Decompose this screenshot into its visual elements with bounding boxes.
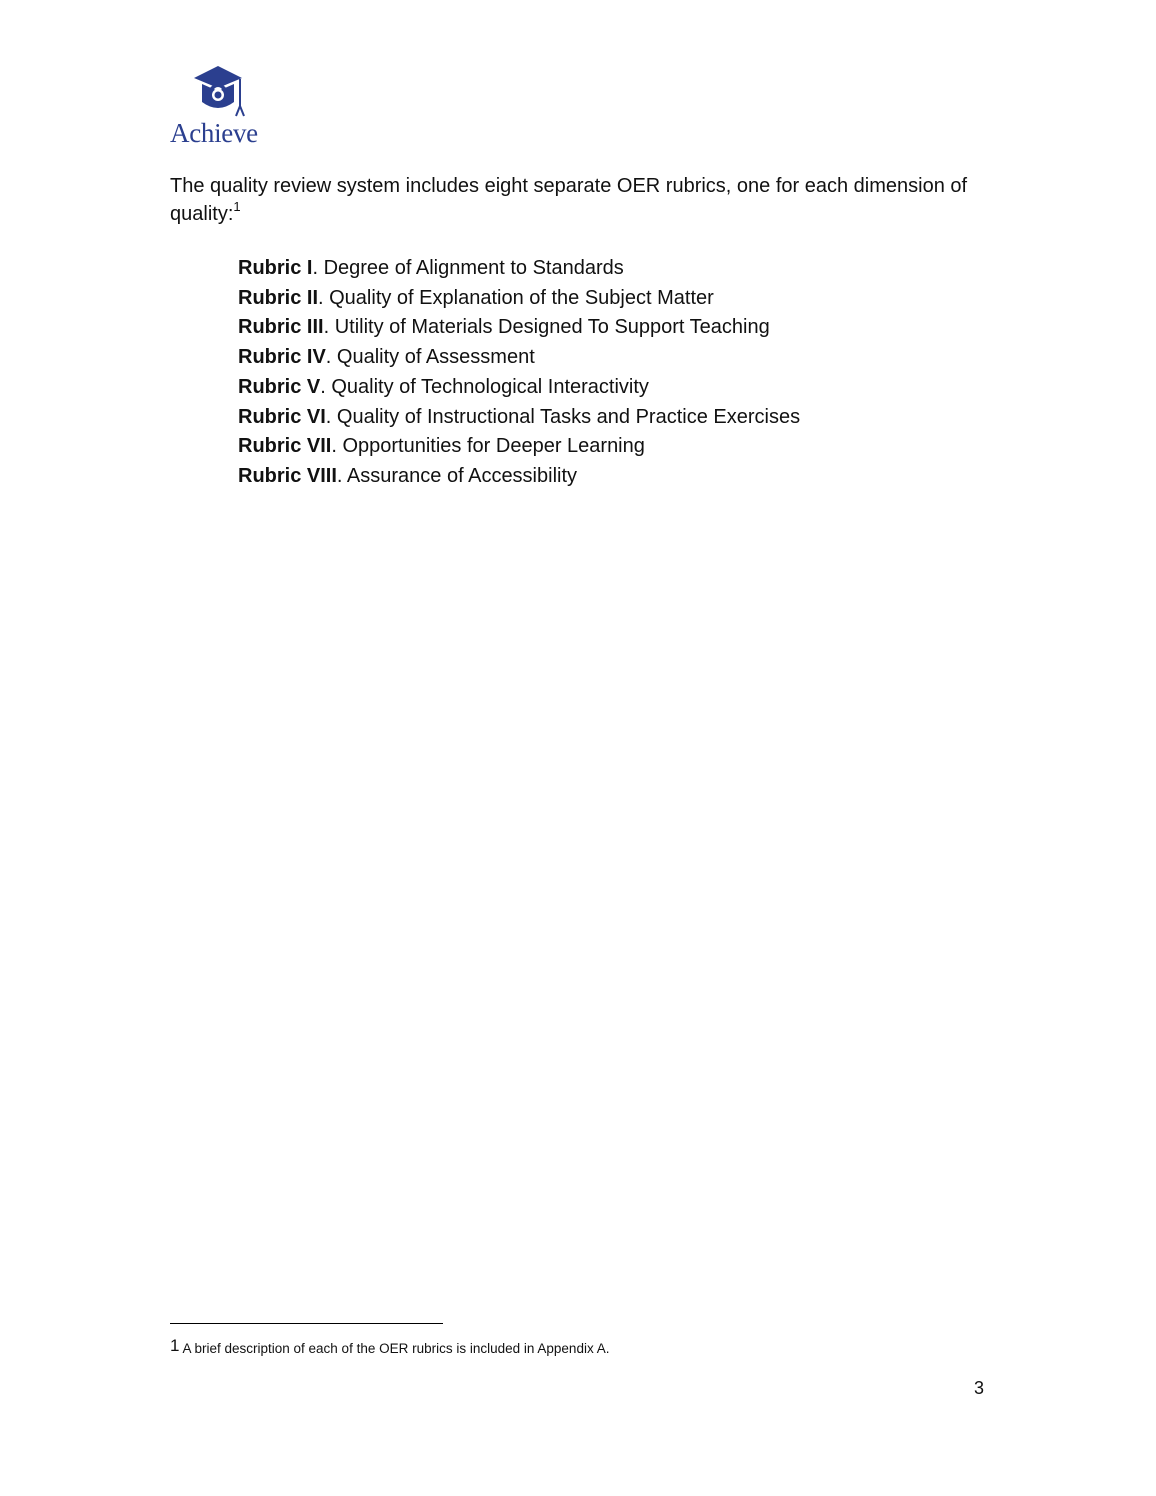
rubric-item: [238, 343, 800, 373]
intro-text: The quality review system includes eight separate OER rubrics, one for each dimension of quality:: [170, 175, 968, 225]
rubric-title: . Opportunities for Deeper Learning: [331, 435, 645, 458]
rubric-list: [238, 254, 800, 492]
rubric-item: [238, 254, 800, 284]
footnote-text: A brief description of each of the OER rubrics is included in Appendix A.: [182, 1341, 610, 1356]
rubric-item: [238, 462, 800, 492]
footnote-ref[interactable]: 1: [233, 199, 241, 215]
rubric-title: . Quality of Instructional Tasks and Practice Exercises: [325, 405, 801, 428]
rubric-item: [238, 403, 800, 433]
rubric-label: Rubric VIII: [238, 464, 337, 487]
page-number: 3: [974, 1378, 985, 1398]
graduation-cap-sun-icon: [190, 64, 248, 120]
rubric-item: [238, 284, 800, 314]
rubric-item: [238, 313, 800, 343]
rubric-title: . Utility of Materials Designed To Support Teaching: [323, 316, 770, 339]
footnote-separator: [170, 1323, 443, 1324]
rubric-title: . Quality of Technological Interactivity: [320, 375, 649, 398]
rubric-label: Rubric II: [238, 286, 319, 309]
footnote: [170, 1338, 609, 1359]
rubric-title: . Quality of Assessment: [325, 346, 535, 369]
intro-paragraph: [170, 172, 990, 228]
rubric-label: Rubric III: [238, 316, 324, 339]
rubric-label: Rubric VI: [238, 405, 326, 428]
rubric-item: [238, 373, 800, 403]
rubric-label: Rubric V: [238, 375, 321, 398]
rubric-label: Rubric IV: [238, 346, 326, 369]
logo-wordmark: Achieve: [170, 118, 258, 148]
rubric-title: . Degree of Alignment to Standards: [312, 257, 624, 279]
rubric-title: . Assurance of Accessibility: [336, 464, 578, 487]
achieve-logo: [168, 64, 268, 154]
rubric-item: [238, 432, 800, 462]
rubric-label: Rubric I: [238, 257, 313, 279]
rubric-label: Rubric VII: [238, 435, 332, 458]
footnote-number: 1: [170, 1336, 180, 1355]
rubric-title: . Quality of Explanation of the Subject Matter: [318, 286, 714, 309]
